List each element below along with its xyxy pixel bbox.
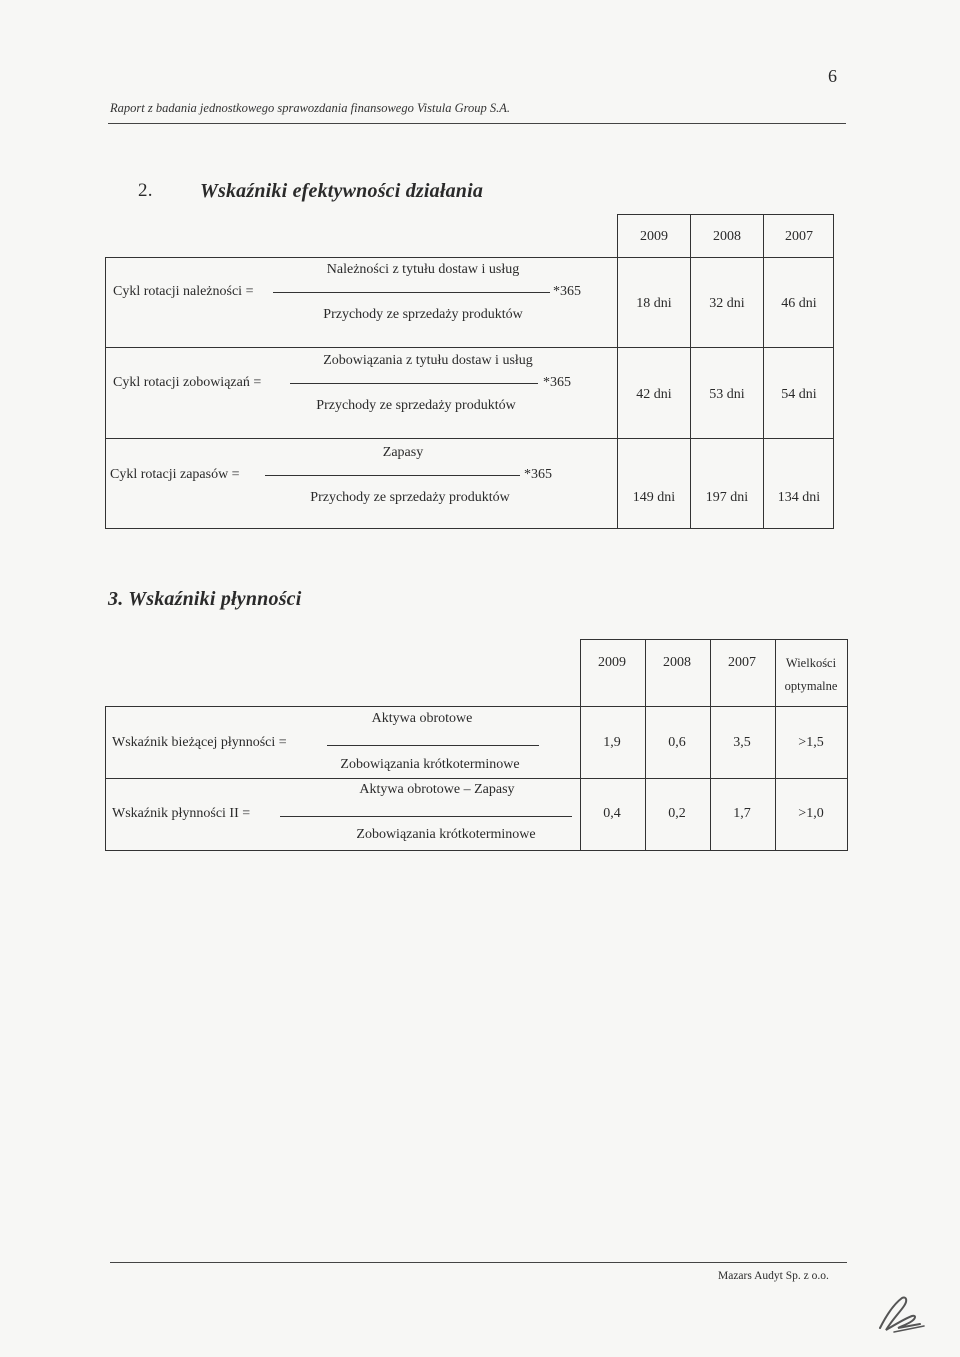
value-optimal: >1,0: [798, 806, 824, 821]
row-label: Cykl rotacji należności =: [113, 284, 254, 299]
fraction-numerator: Należności z tytułu dostaw i usług: [326, 262, 520, 277]
value-2008: 0,6: [668, 735, 686, 750]
value-2009: 42 dni: [636, 387, 672, 402]
value-2008: 0,2: [668, 806, 686, 821]
row-label: Cykl rotacji zapasów =: [110, 467, 240, 482]
fraction-bar: [280, 816, 572, 817]
value-2007: 3,5: [733, 735, 751, 750]
row-divider: [105, 347, 834, 348]
value-2009: 0,4: [603, 806, 621, 821]
year-2008-header: 2008: [663, 655, 691, 670]
fraction-bar: [265, 475, 520, 476]
fraction-numerator: Aktywa obrotowe – Zapasy: [359, 782, 515, 797]
value-2007: 46 dni: [781, 296, 817, 311]
value-2008: 197 dni: [705, 490, 749, 505]
year-2009-header: 2009: [640, 229, 668, 244]
value-2007: 134 dni: [777, 490, 821, 505]
row-label: Cykl rotacji zobowiązań =: [113, 375, 262, 390]
value-2008: 32 dni: [709, 296, 745, 311]
value-2009: 18 dni: [636, 296, 672, 311]
row-divider: [105, 438, 834, 439]
fraction-numerator: Aktywa obrotowe: [371, 711, 473, 726]
optimal-header-line2: optymalne: [784, 679, 838, 693]
value-2009: 1,9: [603, 735, 621, 750]
year-2008-header: 2008: [713, 229, 741, 244]
fraction-denominator: Przychody ze sprzedaży produktów: [323, 307, 523, 322]
fraction-bar: [273, 292, 550, 293]
section-number: 2.: [138, 180, 153, 201]
fraction-denominator: Przychody ze sprzedaży produktów: [316, 398, 516, 413]
optimal-header-line1: Wielkości: [785, 656, 837, 670]
row-divider: [105, 778, 848, 779]
value-2007: 1,7: [733, 806, 751, 821]
multiplier: *365: [543, 375, 571, 390]
row-label: Wskaźnik płynności II =: [112, 806, 251, 821]
col-divider: [617, 257, 618, 529]
value-2008: 53 dni: [709, 387, 745, 402]
handwritten-signature: [872, 1290, 932, 1340]
page-number: 6: [828, 66, 837, 86]
row-label: Wskaźnik bieżącej płynności =: [112, 735, 287, 750]
fraction-denominator: Przychody ze sprzedaży produktów: [310, 490, 510, 505]
header-divider: [108, 123, 846, 124]
fraction-bar: [327, 745, 539, 746]
year-2007-header: 2007: [728, 655, 756, 670]
fraction-numerator: Zobowiązania z tytułu dostaw i usług: [323, 353, 533, 368]
footer-company: Mazars Audyt Sp. z o.o.: [718, 1270, 829, 1282]
year-2009-header: 2009: [598, 655, 626, 670]
section-title-liquidity: 3. Wskaźniki płynności: [108, 588, 302, 610]
fraction-denominator: Zobowiązania krótkoterminowe: [340, 757, 520, 772]
value-2007: 54 dni: [781, 387, 817, 402]
multiplier: *365: [553, 284, 581, 299]
report-header-title: Raport z badania jednostkowego sprawozdania finansowego Vistula Group S.A.: [110, 101, 511, 115]
multiplier: *365: [524, 467, 552, 482]
footer-divider: [110, 1262, 847, 1263]
fraction-denominator: Zobowiązania krótkoterminowe: [356, 827, 536, 842]
value-optimal: >1,5: [798, 735, 824, 750]
section-title-efficiency: Wskaźniki efektywności działania: [200, 180, 484, 202]
value-2009: 149 dni: [632, 490, 676, 505]
year-2007-header: 2007: [785, 229, 813, 244]
fraction-bar: [290, 383, 538, 384]
liquidity-header: [580, 639, 848, 707]
fraction-numerator: Zapasy: [382, 445, 424, 460]
